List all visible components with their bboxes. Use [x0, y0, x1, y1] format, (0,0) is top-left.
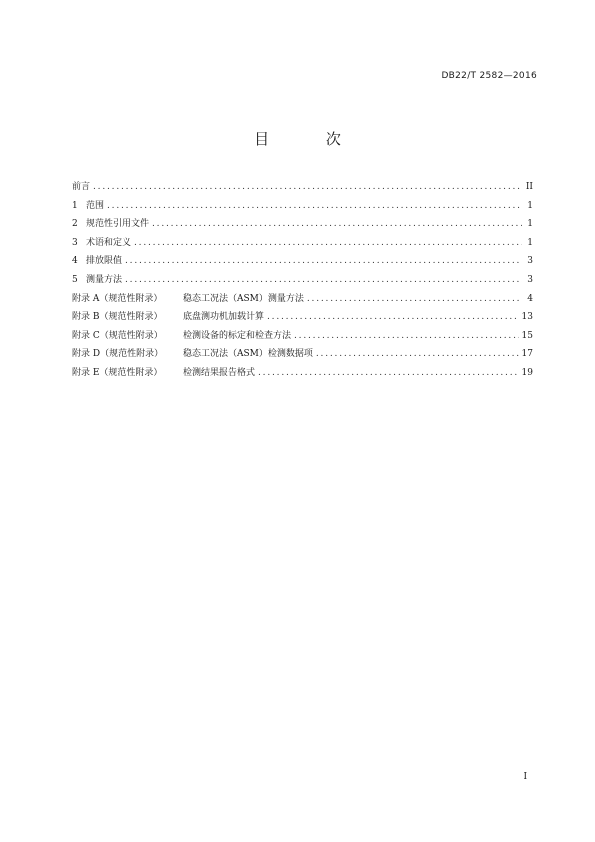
- toc-entry-appendix-e[interactable]: [72, 365, 533, 384]
- toc-entry-page: 13: [521, 312, 533, 323]
- toc-entry-page: 3: [527, 256, 533, 267]
- toc-leader-dots: [307, 294, 522, 304]
- toc-entry-page: 4: [527, 293, 533, 304]
- toc-leader-dots: [152, 219, 522, 229]
- toc-entry-label: 底盘测功机加载计算: [183, 312, 265, 323]
- toc-entry-3[interactable]: [72, 235, 533, 254]
- table-of-contents: [72, 179, 533, 384]
- toc-appendix-prefix: 附录 D（规范性附录）: [72, 349, 164, 360]
- toc-entry-number: 3: [72, 237, 78, 248]
- toc-entry-number: 4: [72, 256, 78, 267]
- toc-entry-label: 检测结果报告格式: [183, 367, 256, 378]
- toc-leader-dots: [125, 256, 522, 266]
- toc-entry-foreword[interactable]: [72, 179, 533, 198]
- toc-leader-dots: [107, 201, 522, 211]
- toc-appendix-prefix: 附录 E（规范性附录）: [72, 367, 163, 378]
- toc-appendix-prefix: 附录 B（规范性附录）: [72, 312, 163, 323]
- toc-entry-number: 2: [72, 219, 78, 230]
- toc-entry-1[interactable]: [72, 198, 533, 217]
- toc-leader-dots: [134, 238, 522, 248]
- page-title: 目 次: [254, 130, 367, 148]
- toc-entry-label: 术语和定义: [86, 237, 132, 248]
- toc-entry-2[interactable]: [72, 216, 533, 235]
- toc-leader-dots: [267, 312, 519, 322]
- page-number: I: [523, 772, 527, 782]
- toc-entry-page: 3: [527, 274, 533, 285]
- toc-appendix-prefix: 附录 C（规范性附录）: [72, 330, 163, 341]
- toc-entry-page: 15: [521, 330, 533, 341]
- toc-entry-appendix-b[interactable]: [72, 309, 533, 328]
- toc-entry-page: 1: [527, 219, 533, 230]
- toc-entry-label: 稳态工况法（ASM）检测数据项: [183, 349, 313, 360]
- toc-leader-dots: [258, 368, 519, 378]
- toc-entry-label: 排放限值: [86, 256, 123, 267]
- toc-entry-page: 17: [521, 349, 533, 360]
- toc-entry-label: 检测设备的标定和检查方法: [183, 330, 292, 341]
- toc-entry-appendix-a[interactable]: [72, 291, 533, 310]
- toc-entry-4[interactable]: [72, 253, 533, 272]
- toc-leader-dots: [294, 331, 519, 341]
- document-code: DB22/T 2582—2016: [441, 71, 537, 81]
- toc-entry-5[interactable]: [72, 272, 533, 291]
- toc-entry-label: 测量方法: [86, 274, 123, 285]
- toc-appendix-prefix: 附录 A（规范性附录）: [72, 293, 163, 304]
- toc-entry-label: 范围: [86, 200, 105, 211]
- toc-entry-page: 1: [527, 200, 533, 211]
- toc-entry-page: II: [525, 182, 533, 192]
- toc-leader-dots: [93, 182, 522, 192]
- toc-entry-label: 稳态工况法（ASM）测量方法: [183, 293, 304, 304]
- toc-entry-page: 19: [521, 367, 533, 378]
- toc-entry-appendix-c[interactable]: [72, 328, 533, 347]
- toc-leader-dots: [125, 275, 522, 285]
- toc-entry-number: 5: [72, 274, 78, 285]
- toc-entry-page: 1: [527, 237, 533, 248]
- toc-entry-appendix-d[interactable]: [72, 346, 533, 365]
- toc-entry-number: 1: [72, 200, 78, 211]
- toc-entry-label: 规范性引用文件: [86, 219, 150, 230]
- toc-leader-dots: [316, 349, 519, 359]
- toc-entry-label: 前言: [72, 182, 91, 192]
